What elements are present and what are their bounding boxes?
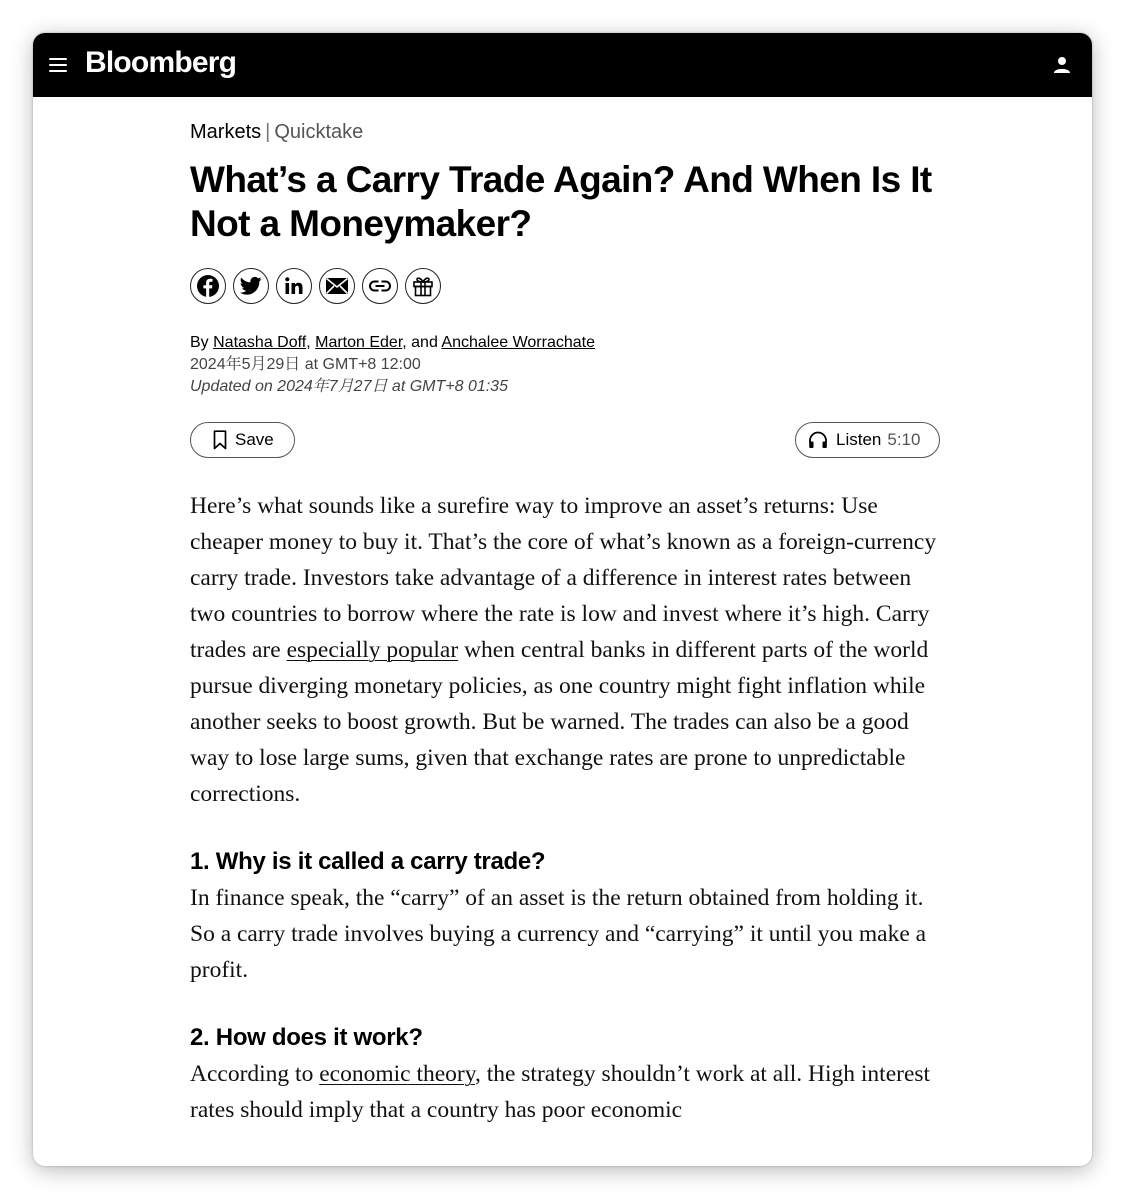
breadcrumb-section[interactable]: Markets — [190, 121, 262, 143]
author-link[interactable]: Natasha Doff — [213, 334, 307, 351]
site-header — [33, 33, 1092, 97]
section-heading: 2. How does it work? — [190, 1024, 423, 1051]
article-dates — [190, 354, 940, 398]
breadcrumb — [190, 121, 940, 144]
article-actions — [190, 422, 940, 460]
article-paragraph: In finance speak, the “carry” of an asset is the return obtained from holding it. So a carry trade involves buying a currency and “carrying” it until you make a profit. — [190, 885, 927, 983]
byline — [190, 332, 940, 354]
browser-window — [33, 33, 1092, 1166]
author-link[interactable]: Anchalee Worrachate — [441, 334, 595, 351]
article-content — [190, 97, 940, 1128]
paragraph-text: According to — [190, 1061, 320, 1087]
bookmark-icon — [213, 430, 227, 450]
listen-button[interactable] — [795, 422, 940, 458]
byline-separator: , — [306, 334, 316, 351]
paragraph-text: Here’s what sounds like a surefire way to improve an asset’s returns: Use cheaper money to buy it. That’s the core of what’s known as a foreign-currency carry trade. Investors take advantage of a difference in interest rates between two countries to borrow where the rate is low and invest where it’s high. Carry trades are — [190, 493, 937, 663]
paragraph-text: when central banks in different parts of the world pursue diverging monetary policies, as one country might fight inflation while another seeks to boost growth. But be warned. The trades can also be a good way to lose large sums, given that exchange rates are prone to unpredictable corrections. — [190, 637, 929, 807]
paragraph-text: , the strategy shouldn’t work at all. High interest rates should imply that a country has poor economic — [190, 1061, 931, 1123]
breadcrumb-separator: | — [265, 121, 271, 143]
inline-link[interactable]: economic theory — [319, 1061, 475, 1087]
article-paragraph — [190, 1056, 940, 1128]
twitter-icon[interactable] — [233, 268, 269, 304]
byline-separator: , and — [402, 334, 442, 351]
published-date: 2024年5月29日 at GMT+8 12:00 — [190, 356, 421, 373]
breadcrumb-subsection[interactable]: Quicktake — [274, 121, 364, 143]
email-icon[interactable] — [319, 268, 355, 304]
article-headline: What’s a Carry Trade Again? And When Is It Not a Moneymaker? — [190, 159, 932, 244]
headphones-icon — [808, 431, 828, 449]
hamburger-menu-icon[interactable] — [49, 57, 67, 73]
inline-link[interactable]: especially popular — [286, 637, 459, 663]
byline-prefix: By — [190, 334, 214, 351]
save-button[interactable] — [190, 422, 295, 458]
section-heading: 1. Why is it called a carry trade? — [190, 848, 546, 875]
facebook-icon[interactable] — [190, 268, 226, 304]
link-icon[interactable] — [362, 268, 398, 304]
bloomberg-logo[interactable]: Bloomberg — [85, 46, 237, 79]
updated-date: Updated on 2024年7月27日 at GMT+8 01:35 — [190, 378, 508, 395]
listen-label: Listen — [836, 430, 882, 449]
user-icon[interactable] — [1052, 55, 1072, 75]
share-buttons — [190, 268, 940, 308]
listen-duration: 5:10 — [887, 430, 921, 449]
article-paragraph — [190, 488, 940, 812]
author-link[interactable]: Marton Eder — [315, 334, 403, 351]
linkedin-icon[interactable] — [276, 268, 312, 304]
gift-icon[interactable] — [405, 268, 441, 304]
save-label: Save — [235, 430, 274, 449]
